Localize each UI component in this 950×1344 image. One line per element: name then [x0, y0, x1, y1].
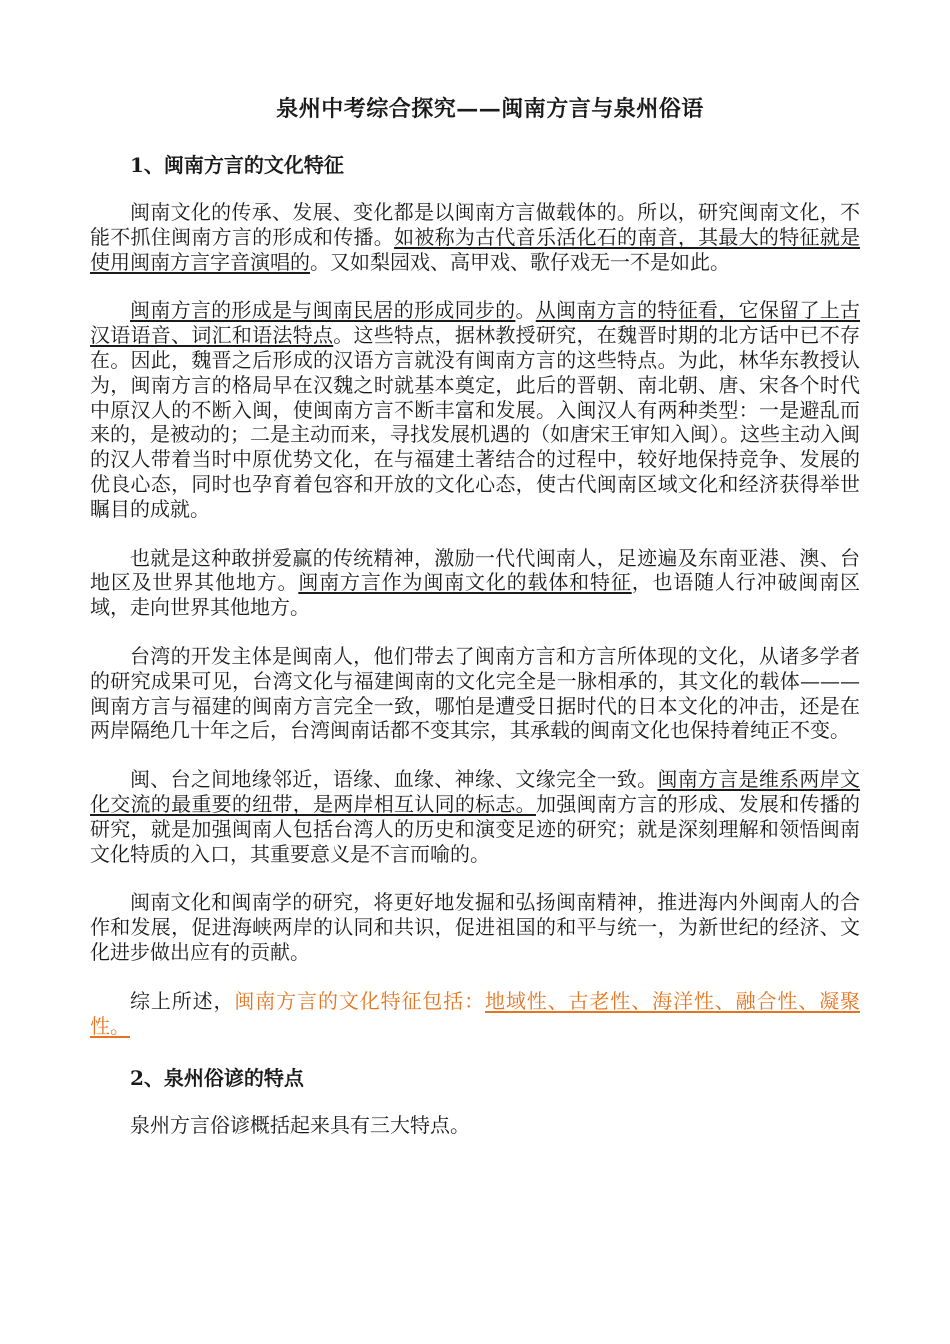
summary-lead: 综上所述， [130, 988, 235, 1013]
paragraph-2-text-a: 。 [515, 298, 536, 323]
paragraph-3-underlined: 闽南方言作为闽南文化的载体和特征 [298, 570, 632, 595]
paragraph-1-text-b: 。又如梨园戏、高甲戏、歌仔戏无一不是如此。 [310, 249, 730, 274]
paragraph-1-underlined: 如被称为古代音乐活化石的南音，其最大的特征就是使用闽南方言字音演唱的 [90, 224, 861, 274]
section-2-paragraph-1: 泉州方言俗谚概括起来具有三大特点。 [130, 1113, 470, 1138]
section-2-heading: 2、泉州俗谚的特点 [130, 1066, 304, 1091]
paragraph-5-text-b: 加强闽南方言的形成、发展和传播的研究，就是加强闽南人包括台湾人的历史和演变足迹的研究；就是深刻理解和领悟闽南文化特质的入口，其重要意义是不言而喻的。 [90, 791, 861, 866]
paragraph-2 [90, 298, 860, 521]
paragraph-3-text-b: ，也语随人行冲破闽南区域，走向世界其他地方。 [90, 570, 861, 620]
paragraph-2-underlined-1: 闽南方言的形成是与闽南民居的形成同步的 [130, 298, 516, 323]
paragraph-2-text-b: 。这些特点，据林教授研究，在魏晋时期的北方话中已不存在。因此，魏晋之后形成的汉语方言就没有闽南方言的这些特点。为此，林华东教授认为，闽南方言的格局早在汉魏之时就基本奠定，此后的晋朝、南北朝、唐、宋各个时代中原汉人的不断入闽，使闽南方言不断丰富和发展。入闽汉人有两种类型：一是避乱而来的，是被动的；二是主动而来，寻找发展机遇的（如唐宋王审知入闽）。这些主动入闽的汉人带着当时中原优势文化，在与福建土著结合的过程中，较好地保持竞争、发展的优良心态，同时也孕育着包容和开放的文化心态，使古代闽南区域文化和经济获得举世瞩目的成就。 [90, 323, 861, 521]
paragraph-1-text-a: 闽南文化的传承、发展、变化都是以闽南方言做载体的。所以，研究闽南文化，不能不抓住闽南方言的形成和传播。 [90, 200, 860, 249]
paragraph-3 [90, 546, 860, 620]
summary-highlight-underlined: 地域性、古老性、海洋性、融合性、凝聚性。 [90, 988, 861, 1038]
document-title: 泉州中考综合探究——闽南方言与泉州俗语 [276, 96, 704, 122]
paragraph-6: 闽南文化和闽南学的研究，将更好地发掘和弘扬闽南精神，推进海内外闽南人的合作和发展，促进海峡两岸的认同和共识，促进祖国的和平与统一，为新世纪的经济、文化进步做出应有的贡献。 [90, 890, 860, 964]
document-page [90, 92, 860, 1138]
paragraph-5-underlined: 闽南方言是维系两岸文化交流的最重要的纽带，是两岸相互认同的标志。 [90, 767, 861, 816]
paragraph-5-text-a: 闽、台之间地缘邻近，语缘、血缘、神缘、文缘完全一致。 [130, 767, 658, 792]
paragraph-7-summary [90, 989, 860, 1039]
paragraph-1 [90, 200, 860, 274]
summary-highlight: 闽南方言的文化特征包括： [234, 988, 486, 1013]
paragraph-4: 台湾的开发主体是闽南人，他们带去了闽南方言和方言所体现的文化，从诸多学者的研究成果可见，台湾文化与福建闽南的文化完全是一脉相承的，其文化的载体———闽南方言与福建的闽南方言完全一致，哪怕是遭受日据时代的日本文化的冲击，还是在两岸隔绝几十年之后，台湾闽南话都不变其宗，其承载的闽南文化也保持着纯正不变。 [90, 643, 860, 743]
paragraph-2-underlined-2: 从闽南方言的特征看，它保留了上古汉语语音、词汇和语法特点 [90, 298, 861, 348]
paragraph-5 [90, 767, 860, 866]
section-1-heading: 1、闽南方言的文化特征 [130, 153, 344, 177]
paragraph-3-text-a: 也就是这种敢拼爱赢的传统精神，激励一代代闽南人，足迹遍及东南亚港、澳、台地区及世界其他地方。 [90, 545, 860, 595]
